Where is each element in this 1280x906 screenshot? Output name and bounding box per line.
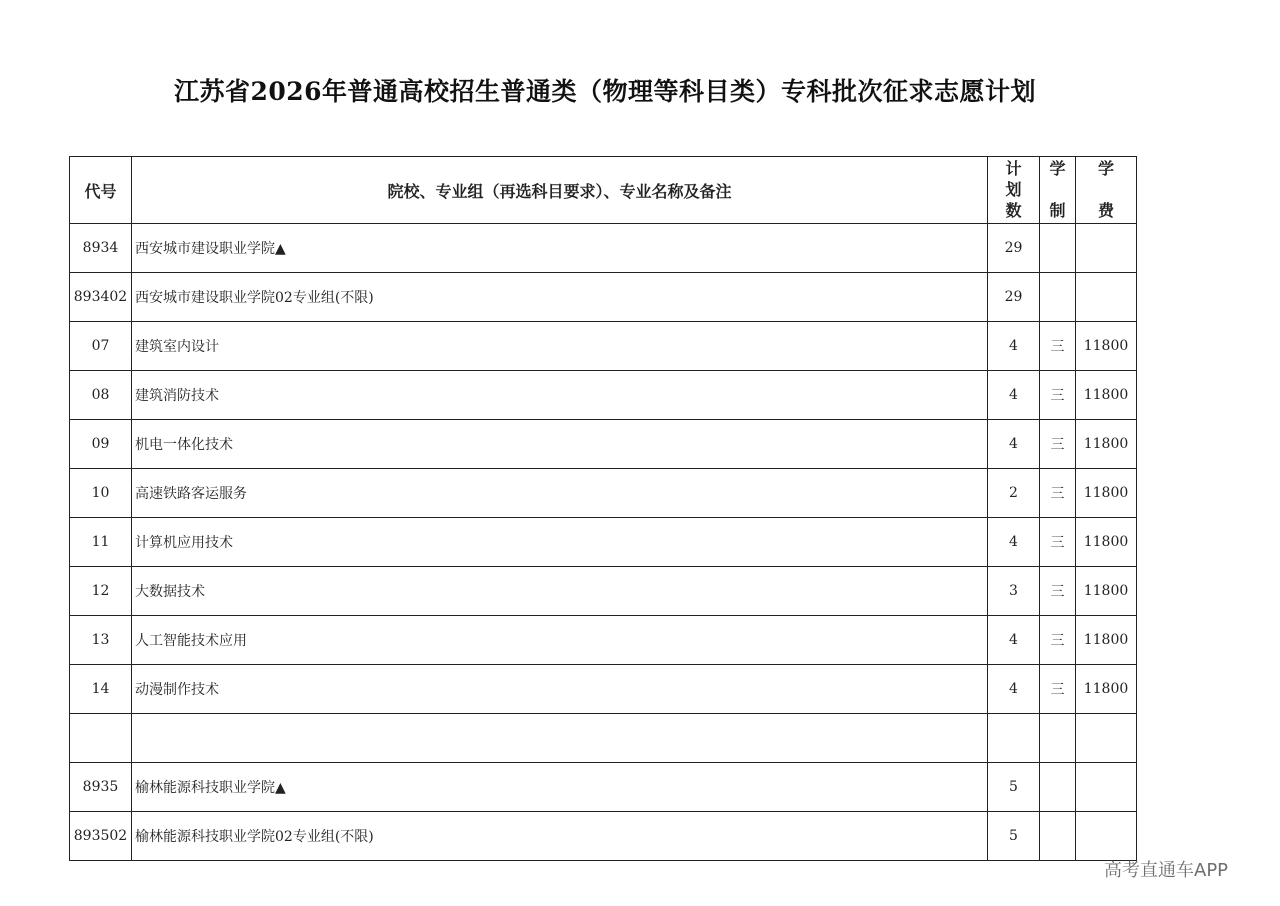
row-fee [1076,224,1137,273]
enrollment-plan-table [69,156,1137,861]
row-name: 动漫制作技术 [132,665,988,714]
row-plan: 5 [988,763,1040,812]
row-duration: 三 [1040,469,1076,518]
row-duration [1040,812,1076,861]
row-duration: 三 [1040,518,1076,567]
row-plan: 4 [988,616,1040,665]
row-code: 13 [70,616,132,665]
row-fee: 11800 [1076,665,1137,714]
row-duration: 三 [1040,371,1076,420]
row-code: 10 [70,469,132,518]
table-header-row [70,157,1137,224]
row-plan: 5 [988,812,1040,861]
row-duration: 三 [1040,616,1076,665]
row-plan: 4 [988,322,1040,371]
row-plan: 4 [988,371,1040,420]
table-row [70,224,1137,273]
row-name: 西安城市建设职业学院▲ [132,224,988,273]
row-fee [1076,763,1137,812]
row-fee: 11800 [1076,371,1137,420]
header-code: 代号 [70,157,132,224]
header-duration [1040,157,1076,224]
table-row [70,518,1137,567]
table-row [70,812,1137,861]
row-code: 8934 [70,224,132,273]
row-name: 高速铁路客运服务 [132,469,988,518]
row-plan: 2 [988,469,1040,518]
table-row [70,616,1137,665]
row-code: 08 [70,371,132,420]
row-code: 11 [70,518,132,567]
table-row [70,763,1137,812]
row-duration: 三 [1040,665,1076,714]
header-plan [988,157,1040,224]
row-fee [1076,273,1137,322]
row-name: 建筑消防技术 [132,371,988,420]
row-duration [1040,224,1076,273]
row-plan: 29 [988,224,1040,273]
row-code: 893402 [70,273,132,322]
row-plan: 4 [988,518,1040,567]
header-plan-char-3: 数 [1005,201,1022,220]
row-plan [988,714,1040,763]
row-code: 893502 [70,812,132,861]
row-plan: 4 [988,420,1040,469]
row-plan: 4 [988,665,1040,714]
row-name: 西安城市建设职业学院02专业组(不限) [132,273,988,322]
row-fee: 11800 [1076,420,1137,469]
table-row-empty [70,714,1137,763]
row-fee: 11800 [1076,567,1137,616]
row-code [70,714,132,763]
row-name: 人工智能技术应用 [132,616,988,665]
table-row [70,371,1137,420]
header-name: 院校、专业组（再选科目要求）、专业名称及备注 [132,157,988,224]
row-name [132,714,988,763]
row-fee [1076,812,1137,861]
row-fee [1076,714,1137,763]
table-row [70,420,1137,469]
row-duration [1040,714,1076,763]
row-name: 计算机应用技术 [132,518,988,567]
row-plan: 3 [988,567,1040,616]
watermark: 高考直通车APP [1104,860,1229,881]
row-duration: 三 [1040,567,1076,616]
row-fee: 11800 [1076,469,1137,518]
header-duration-char-1: 学 [1049,159,1066,178]
table-row [70,665,1137,714]
header-plan-char-1: 计 [1005,159,1022,178]
row-name: 建筑室内设计 [132,322,988,371]
page-title: 江苏省2026年普通高校招生普通类（物理等科目类）专科批次征求志愿计划 [173,77,1037,106]
row-code: 8935 [70,763,132,812]
row-code: 12 [70,567,132,616]
row-duration [1040,763,1076,812]
table-row [70,322,1137,371]
table-row [70,273,1137,322]
header-plan-char-2: 划 [1005,180,1022,199]
row-code: 14 [70,665,132,714]
row-fee: 11800 [1076,322,1137,371]
row-code: 07 [70,322,132,371]
row-plan: 29 [988,273,1040,322]
row-name: 机电一体化技术 [132,420,988,469]
header-fee-char-2: 费 [1097,201,1114,220]
row-duration: 三 [1040,420,1076,469]
table-row [70,567,1137,616]
row-name: 榆林能源科技职业学院02专业组(不限) [132,812,988,861]
header-duration-char-2: 制 [1049,201,1066,220]
header-fee [1076,157,1137,224]
row-fee: 11800 [1076,518,1137,567]
row-duration: 三 [1040,322,1076,371]
header-fee-char-1: 学 [1097,159,1114,178]
table-row [70,469,1137,518]
row-fee: 11800 [1076,616,1137,665]
row-name: 榆林能源科技职业学院▲ [132,763,988,812]
row-duration [1040,273,1076,322]
row-name: 大数据技术 [132,567,988,616]
row-code: 09 [70,420,132,469]
